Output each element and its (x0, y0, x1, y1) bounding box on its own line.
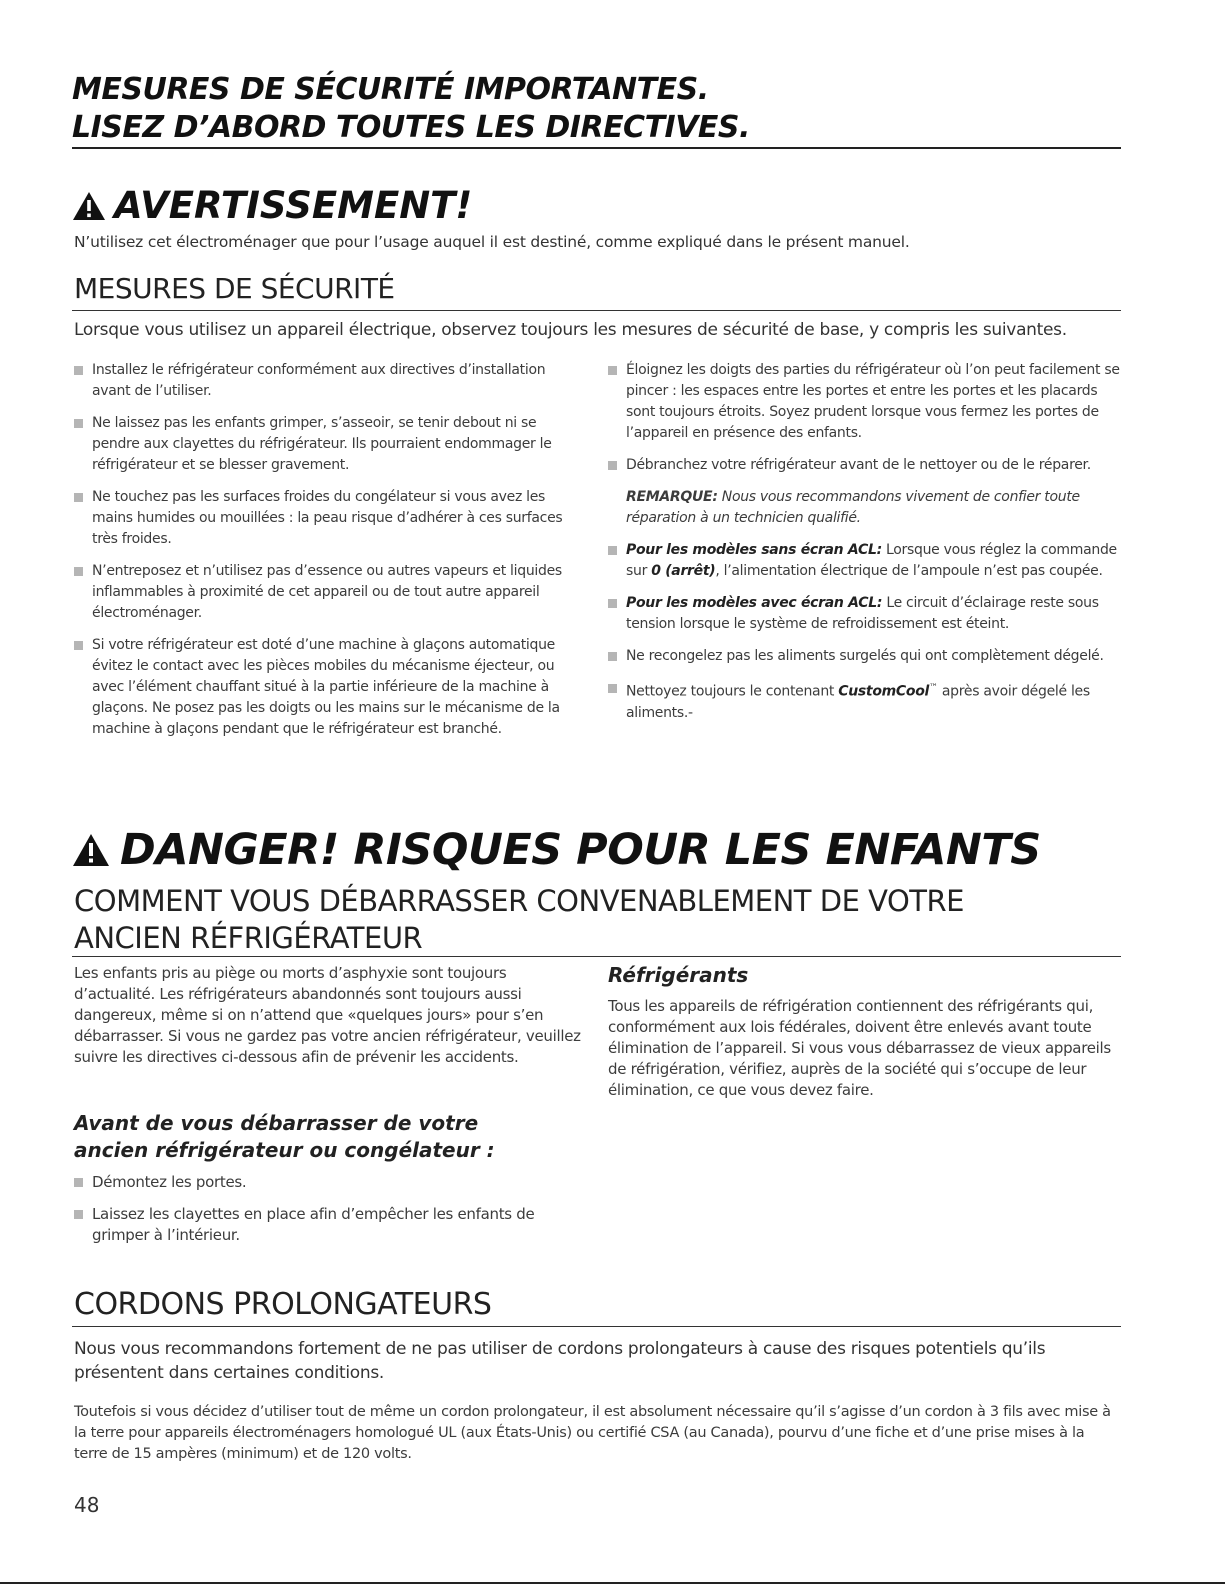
square-bullet-icon (74, 366, 83, 375)
disposal-heading-line2: ANCIEN RÉFRIGÉRATEUR (74, 921, 423, 955)
page-title-line1: MESURES DE SÉCURITÉ IMPORTANTES. (72, 72, 709, 107)
square-bullet-icon (608, 366, 617, 375)
extension-cords-heading: CORDONS PROLONGATEURS (74, 1287, 492, 1322)
list-item: Installez le réfrigérateur conformément aux directives d’installation avant de l’utiliser. (74, 360, 574, 402)
warning-triangle-icon (72, 191, 106, 221)
page-title-line2: LISEZ D’ABORD TOUTES LES DIRECTIVES. (72, 110, 750, 145)
list-item: Ne recongelez pas les aliments surgelés qui ont complètement dégelé. (608, 646, 1123, 667)
list-item: Pour les modèles avec écran ACL: Le circuit d’éclairage reste sous tension lorsque le système de refroidissement est éteint. (608, 593, 1123, 635)
safety-right-column (608, 360, 1123, 735)
disposal-heading-line1: COMMENT VOUS DÉBARRASSER CONVENABLEMENT DE VOTRE (74, 884, 964, 918)
before-disposal-heading: Avant de vous débarrasser de votre ancien réfrigérateur ou congélateur : (74, 1111, 495, 1162)
safety-lead: Lorsque vous utilisez un appareil électrique, observez toujours les mesures de sécurité de base, y compris les suivantes. (74, 320, 1067, 340)
safety-left-column (74, 360, 574, 751)
square-bullet-icon (74, 493, 83, 502)
warning-heading-text: AVERTISSEMENT! (114, 184, 473, 227)
cords-lead-line1: Nous vous recommandons fortement de ne pas utiliser de cordons prolongateurs à cause des risques potentiels qu’ils (74, 1339, 1046, 1359)
children-danger-paragraph: Les enfants pris au piège ou morts d’asphyxie sont toujours d’actualité. Les réfrigérateurs abandonnés sont toujours aussi dangereux, même si on n’attend que «quelques jours» pour s’en débarrasser. Si vous ne gardez pas votre ancien réfrigérateur, veuillez suivre les directives ci-dessous afin de prévenir les accidents. (74, 964, 581, 1066)
warning-intro: N’utilisez cet électroménager que pour l’usage auquel il est destiné, comme expliqué dans le présent manuel. (74, 233, 910, 251)
refrigerants-heading: Réfrigérants (608, 963, 749, 987)
square-bullet-icon (608, 461, 617, 470)
list-item: Débranchez votre réfrigérateur avant de le nettoyer ou de le réparer. (608, 455, 1123, 476)
page-number: 48 (74, 1493, 100, 1517)
disposal-divider (72, 956, 1121, 957)
repair-note: REMARQUE: Nous vous recommandons vivement de confier toute réparation à un technicien qualifié. (626, 489, 1080, 526)
square-bullet-icon (608, 546, 617, 555)
danger-heading-text: DANGER! RISQUES POUR LES ENFANTS (120, 825, 1041, 875)
list-item: Laissez les clayettes en place afin d’empêcher les enfants de grimper à l’intérieur. (74, 1204, 584, 1246)
page-bottom-border (0, 1582, 1225, 1584)
list-item: Démontez les portes. (74, 1172, 584, 1193)
square-bullet-icon (74, 567, 83, 576)
square-bullet-icon (608, 684, 617, 693)
list-item: Ne laissez pas les enfants grimper, s’asseoir, se tenir debout ni se pendre aux clayettes du réfrigérateur. Ils pourraient endommager le réfrigérateur et se blesser gravement. (74, 413, 574, 476)
list-item: Éloignez les doigts des parties du réfrigérateur où l’on peut facilement se pincer : les espaces entre les portes et entre les portes et les placards sont toujours étroits. Soyez prudent lorsque vous fermez les portes de l’appareil en présence des enfants. (608, 360, 1123, 444)
square-bullet-icon (608, 652, 617, 661)
warning-heading (72, 184, 472, 227)
refrigerants-paragraph: Tous les appareils de réfrigération contiennent des réfrigérants qui, conformément aux lois fédérales, doivent être enlevés avant toute élimination de l’appareil. Si vous vous débarrassez de vieux appareils de réfrigération, vérifiez, auprès de la société qui s’occupe de leur élimination, ce que vous devez faire. (608, 997, 1111, 1099)
list-item: Si votre réfrigérateur est doté d’une machine à glaçons automatique évitez le contact avec les pièces mobiles du mécanisme éjecteur, ou avec l’élément chauffant situé à la partie inférieure de la machine à glaçons. Ne posez pas les doigts ou les mains sur le mécanisme de la machine à glaçons pendant que le réfrigérateur est branché. (74, 635, 574, 740)
safety-heading: MESURES DE SÉCURITÉ (74, 272, 395, 305)
extension-cords-divider (72, 1326, 1121, 1327)
warning-triangle-icon (72, 833, 110, 867)
list-item: Nettoyez toujours le contenant CustomCool™ après avoir dégelé les aliments.- (608, 678, 1123, 724)
square-bullet-icon (608, 599, 617, 608)
cords-lead-line2: présentent dans certaines conditions. (74, 1363, 385, 1383)
extension-cords-paragraph: Toutefois si vous décidez d’utiliser tout de même un cordon prolongateur, il est absolument nécessaire qu’il s’agisse d’un cordon à 3 fils avec mise à la terre pour appareils électroménagers homologué UL (aux États-Unis) ou certifié CSA (au Canada), pourvu d’une fiche et d’une prise mises à la terre de 15 ampères (minimum) et de 120 volts. (74, 1404, 1111, 1462)
before-disposal-list (74, 1172, 584, 1257)
list-item: Pour les modèles sans écran ACL: Lorsque vous réglez la commande sur 0 (arrêt), l’alimentation électrique de l’ampoule n’est pas coupée. (608, 540, 1123, 582)
title-divider (72, 147, 1121, 149)
danger-heading (72, 825, 1041, 875)
square-bullet-icon (74, 641, 83, 650)
square-bullet-icon (74, 419, 83, 428)
list-item: N’entreposez et n’utilisez pas d’essence ou autres vapeurs et liquides inflammables à proximité de cet appareil ou de tout autre appareil électroménager. (74, 561, 574, 624)
square-bullet-icon (74, 1178, 83, 1187)
safety-divider (72, 310, 1121, 311)
list-item: Ne touchez pas les surfaces froides du congélateur si vous avez les mains humides ou mouillées : la peau risque d’adhérer à ces surfaces très froides. (74, 487, 574, 550)
square-bullet-icon (74, 1210, 83, 1219)
